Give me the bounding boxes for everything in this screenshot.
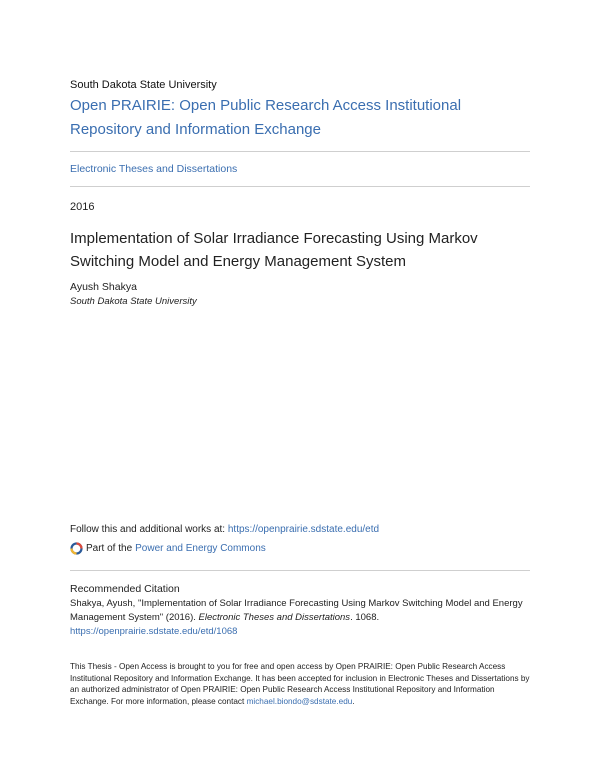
notice-text: This Thesis - Open Access is brought to you for free and open access by Open PRAIRIE: Open Public Research Access Institutional Repository and Information Exchange. It has been accepted for inclusion in Electronic Theses and Dissertations by an authorized administrator of Open PRAIRIE: Open Public Research Access Institutional Repository and Information Exchange. For more information, please contact: [70, 662, 530, 706]
citation-body: [70, 597, 530, 639]
contact-email-link[interactable]: michael.biondo@sdstate.edu: [246, 696, 353, 706]
institution-name: South Dakota State University: [70, 79, 217, 91]
collection-link[interactable]: Electronic Theses and Dissertations: [70, 163, 238, 175]
publication-year: 2016: [70, 201, 95, 213]
author-affiliation: South Dakota State University: [70, 296, 197, 307]
citation-suffix: . 1068.: [350, 612, 380, 623]
part-of-label: Part of the: [86, 543, 133, 554]
divider-top: [70, 151, 530, 152]
document-title: Implementation of Solar Irradiance Forecasting Using Markov Switching Model and Energy Management System: [70, 230, 478, 270]
citation-text: Shakya, Ayush, "Implementation of Solar Irradiance Forecasting Using Markov Switching Model and Energy Management System" (2016).: [70, 598, 523, 623]
part-of-line: [70, 542, 266, 555]
citation-link[interactable]: https://openprairie.sdstate.edu/etd/1068: [70, 626, 238, 637]
access-notice: [70, 661, 530, 707]
repository-name[interactable]: Open PRAIRIE: Open Public Research Access Institutional Repository and Information Exchange: [70, 97, 462, 138]
follow-link[interactable]: https://openprairie.sdstate.edu/etd: [227, 524, 380, 535]
divider-collection: [70, 186, 530, 187]
author-name: Ayush Shakya: [70, 281, 137, 293]
follow-label: Follow this and additional works at:: [70, 524, 228, 535]
follow-line: [70, 524, 379, 535]
commons-link[interactable]: Power and Energy Commons: [135, 543, 266, 554]
notice-end: .: [352, 696, 355, 706]
citation-journal: Electronic Theses and Dissertations: [198, 612, 351, 623]
bepress-commons-icon: [70, 542, 83, 555]
citation-heading: Recommended Citation: [70, 583, 180, 595]
divider-citation: [70, 570, 530, 571]
